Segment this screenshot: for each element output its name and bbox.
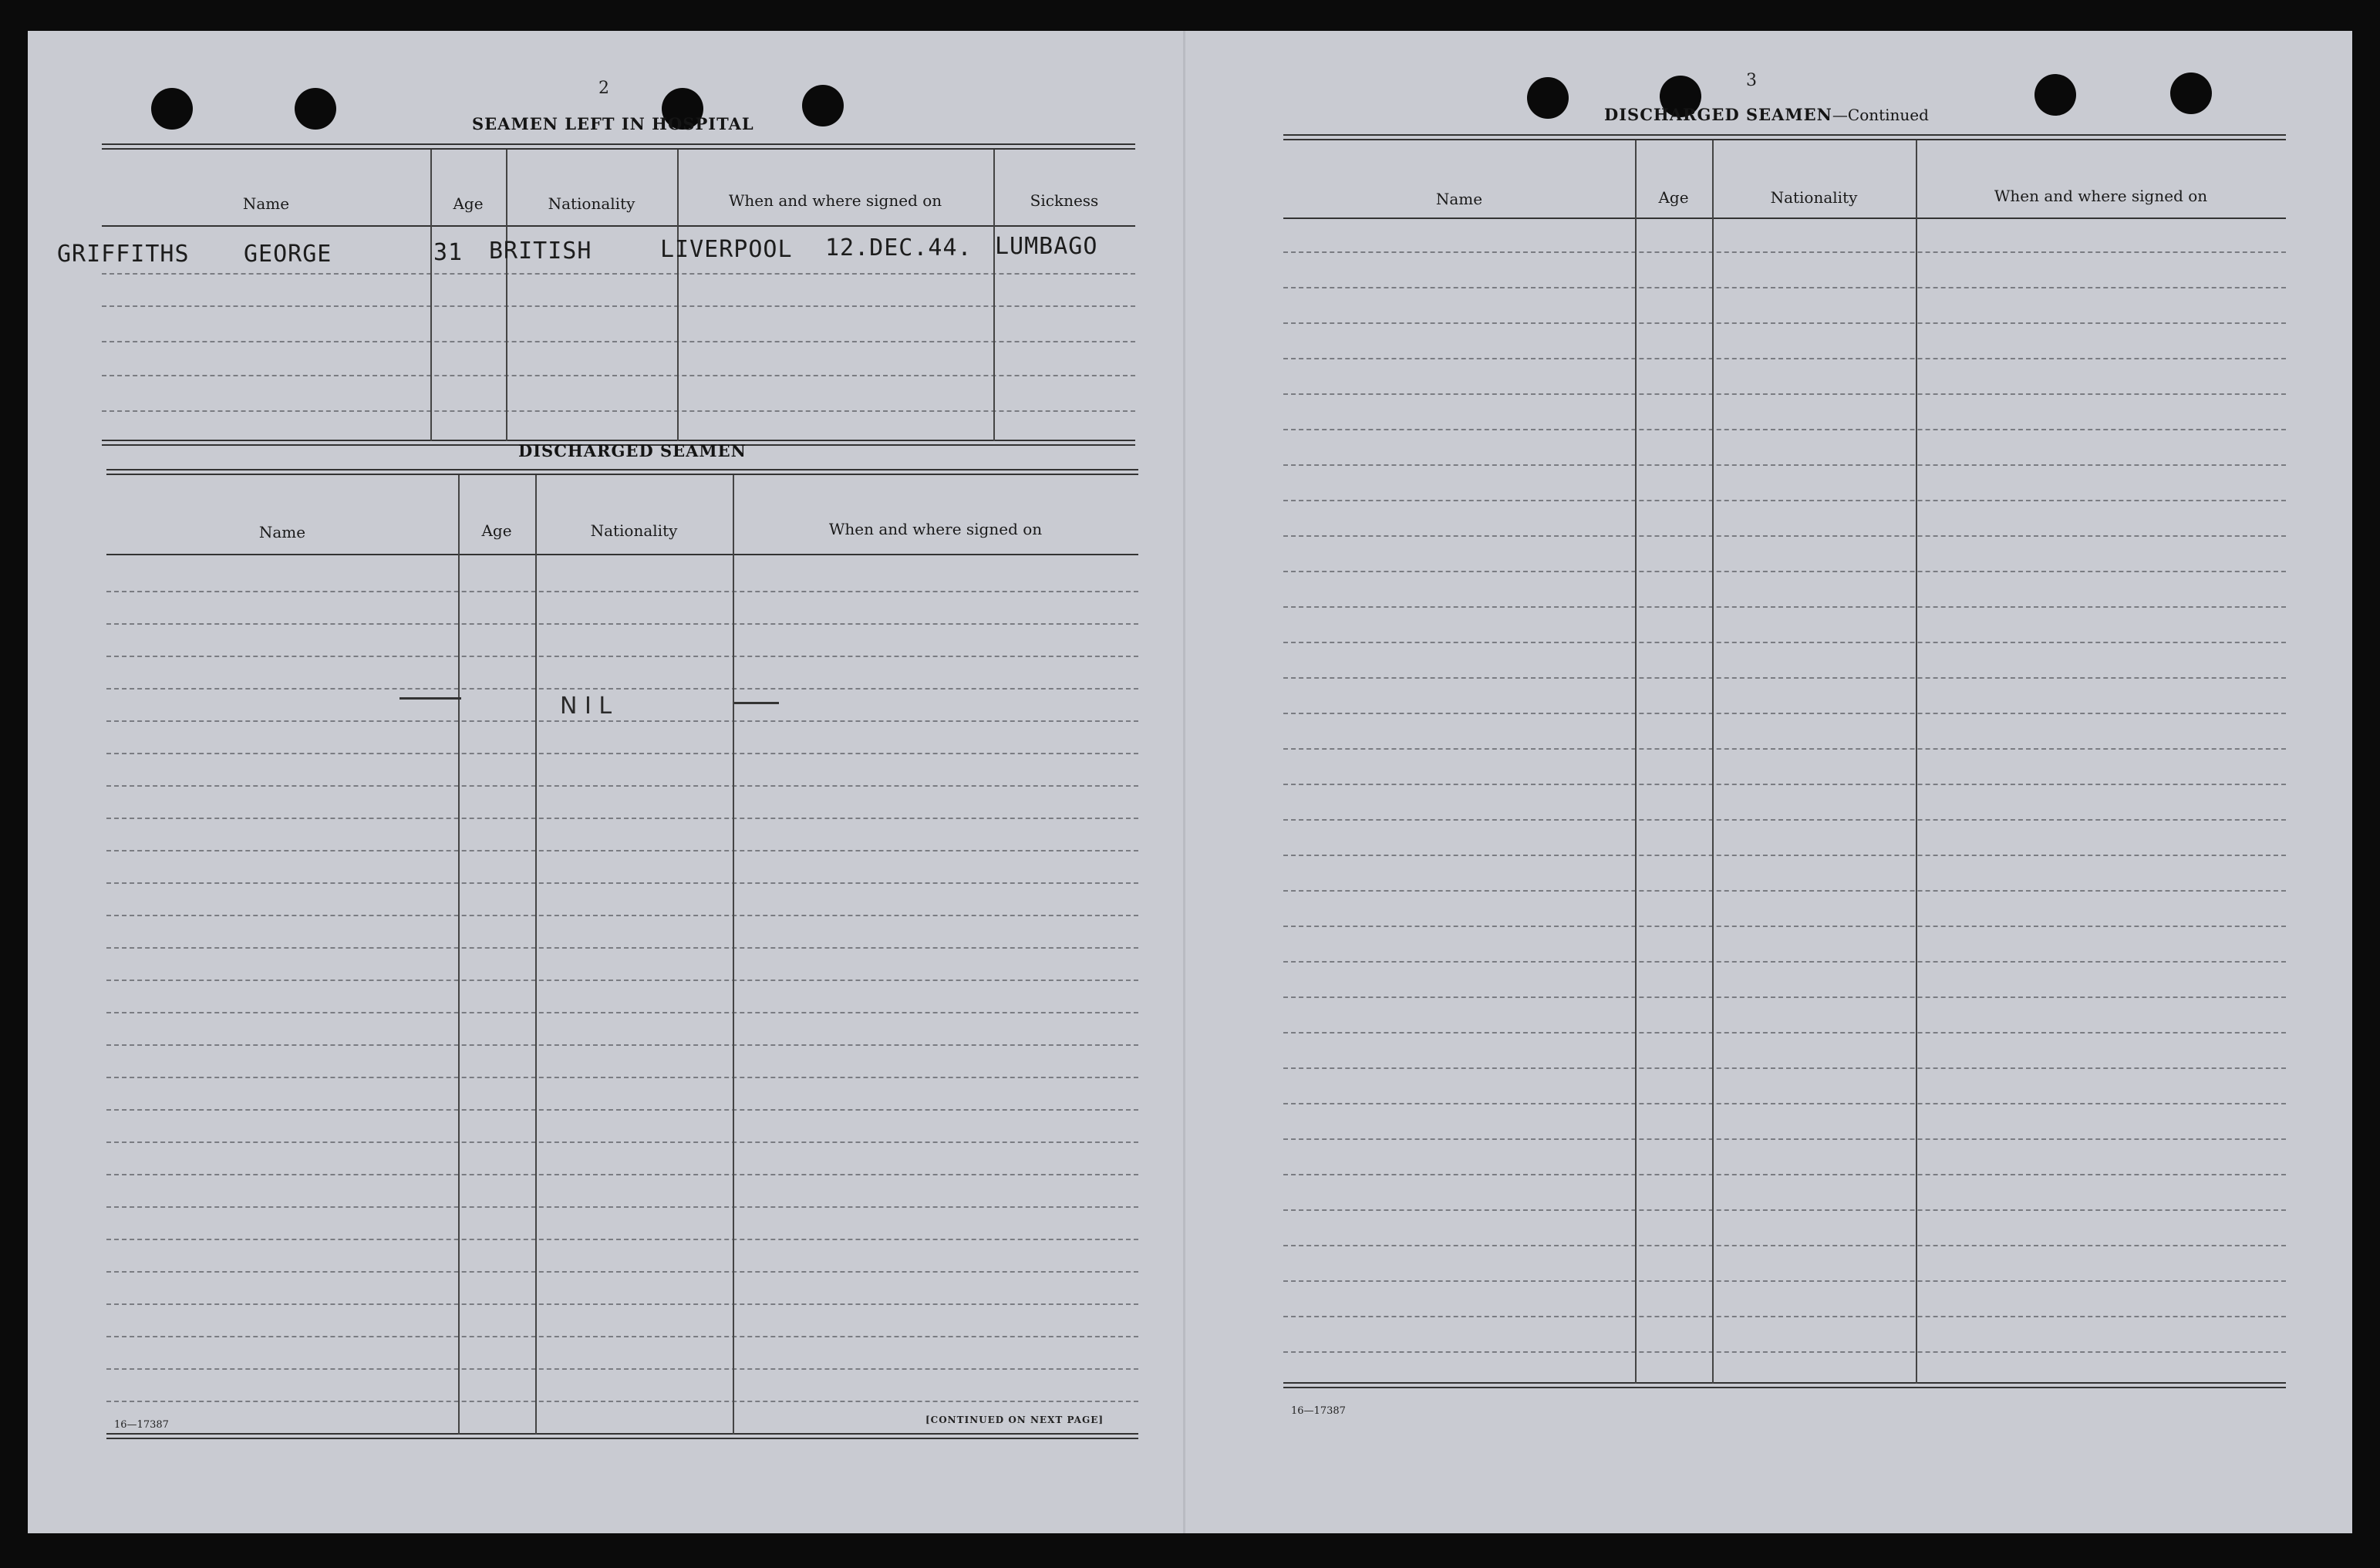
page-number: 2 [598,79,609,98]
form-code: 16—17387 [114,1419,169,1431]
entry-sickness: LUMBAGO [995,233,1098,260]
discharged-table [106,469,1138,1442]
col-header-name: Name [242,194,290,213]
hospital-table [102,143,1135,449]
entry-surname: GRIFFITHS [57,241,190,268]
nil-mark: N I L [560,693,612,720]
document-sheet [28,31,2352,1533]
punch-hole [2170,72,2212,114]
right-page [1185,31,2352,1533]
title-main: DISCHARGED SEAMEN [1604,105,1832,124]
hospital-section-title: SEAMEN LEFT IN HOSPITAL [472,114,754,133]
nil-tail-mark [734,702,779,704]
form-code: 16—17387 [1291,1405,1346,1417]
discharged-continued-title [1604,105,1929,124]
entry-nationality: BRITISH [489,238,592,265]
col-header-nationality: Nationality [1770,188,1858,207]
entry-given-name: GEORGE [244,241,332,268]
title-continued: —Continued [1832,106,1929,124]
left-page [28,31,1185,1533]
col-header-name: Name [1435,190,1483,208]
col-header-age: Age [481,521,512,540]
entry-age: 31 [433,239,464,266]
col-header-name: Name [258,523,306,541]
col-header-signed-on: When and where signed on [1994,187,2208,205]
col-header-nationality: Nationality [590,521,678,540]
page-number: 3 [1746,71,1757,90]
continued-note: [CONTINUED ON NEXT PAGE] [925,1415,1104,1425]
discharged-continued-table [1283,134,2286,1424]
nil-dash-mark [399,697,461,700]
discharged-section-title: DISCHARGED SEAMEN [518,441,747,460]
col-header-sickness: Sickness [1030,191,1099,210]
entry-signed-place: LIVERPOOL [660,236,793,263]
punch-hole [295,88,336,130]
col-header-nationality: Nationality [548,194,635,213]
punch-hole [802,85,844,126]
punch-hole [1527,77,1569,119]
col-header-signed-on: When and where signed on [728,191,942,210]
col-header-age: Age [1658,188,1689,207]
punch-hole [2034,74,2076,116]
col-header-signed-on: When and where signed on [828,520,1043,538]
col-header-age: Age [453,194,484,213]
punch-hole [151,88,193,130]
entry-signed-date: 12.DEC.44. [825,234,973,261]
